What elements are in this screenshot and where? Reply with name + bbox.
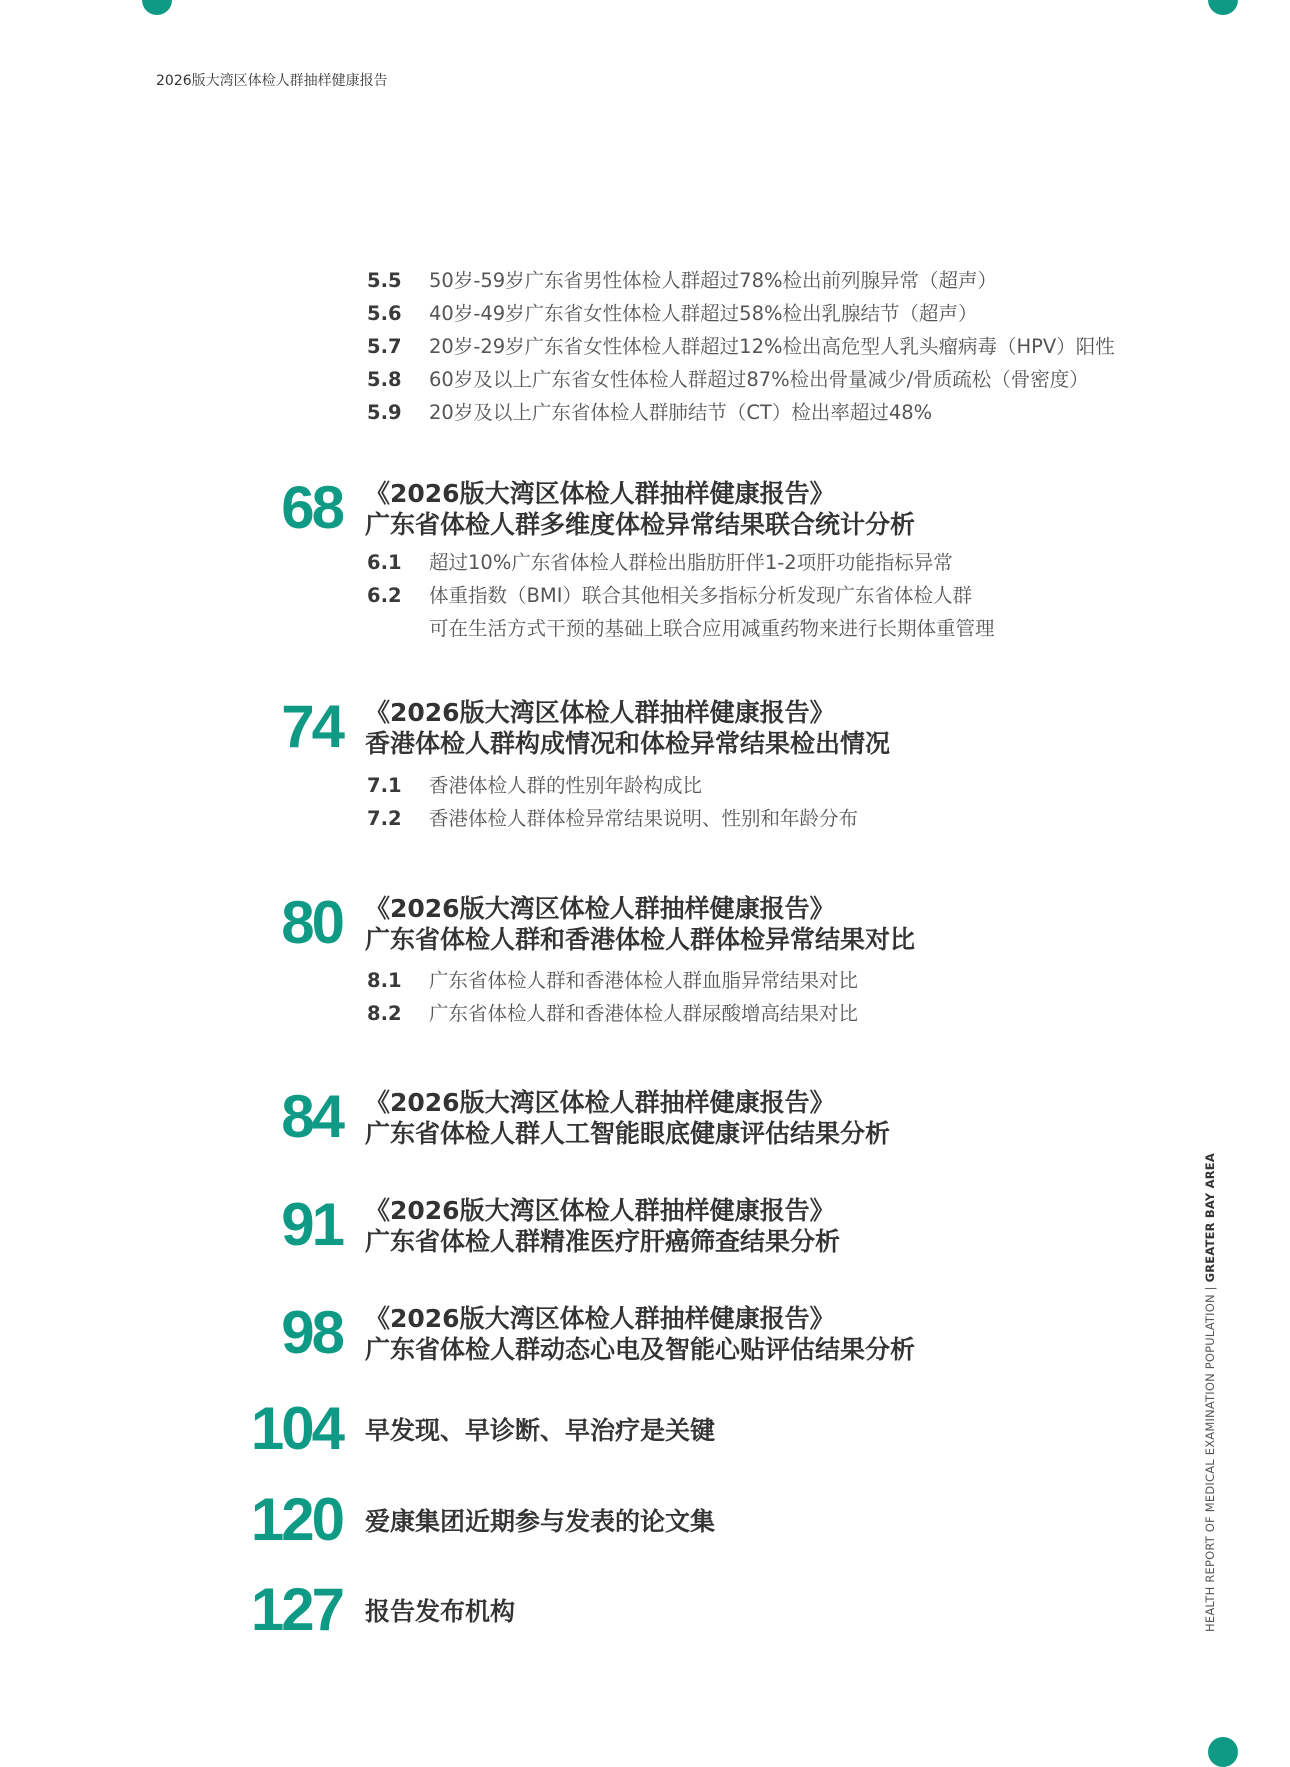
- section-page-number: 74: [281, 693, 342, 760]
- section-title: 《2026版大湾区体检人群抽样健康报告》 广东省体检人群人工智能眼底健康评估结果分析: [365, 1088, 891, 1148]
- section-title: 爱康集团近期参与发表的论文集: [365, 1507, 716, 1536]
- section-title: 《2026版大湾区体检人群抽样健康报告》 广东省体检人群精准医疗肝癌筛查结果分析: [365, 1196, 841, 1256]
- side-report-label: HEALTH REPORT OF MEDICAL EXAMINATION POPULATION | GREATER BAY AREA: [1203, 1153, 1217, 1632]
- section-title: 《2026版大湾区体检人群抽样健康报告》 香港体检人群构成情况和体检异常结果检出情况: [365, 698, 891, 758]
- section-page-number: 98: [281, 1299, 342, 1366]
- corner-dot-bottom-right: [1208, 1737, 1238, 1767]
- corner-dot-top-left: [142, 0, 172, 15]
- section-page-number: 91: [281, 1191, 342, 1258]
- section-title: 《2026版大湾区体检人群抽样健康报告》 广东省体检人群和香港体检人群体检异常结果对比: [365, 894, 916, 954]
- section-page-number: 68: [281, 474, 342, 541]
- section-title: 《2026版大湾区体检人群抽样健康报告》 广东省体检人群多维度体检异常结果联合统计分析: [365, 479, 916, 539]
- section-page-number: 104: [250, 1395, 342, 1462]
- running-header-title: 2026版大湾区体检人群抽样健康报告: [156, 73, 388, 89]
- section-title: 《2026版大湾区体检人群抽样健康报告》 广东省体检人群动态心电及智能心贴评估结果分析: [365, 1304, 916, 1364]
- section-page-number: 120: [250, 1486, 342, 1553]
- section-title: 报告发布机构: [365, 1597, 516, 1626]
- section-page-number: 127: [250, 1576, 342, 1643]
- corner-dot-top-right: [1208, 0, 1238, 15]
- section-title: 早发现、早诊断、早治疗是关键: [365, 1416, 716, 1445]
- section-page-number: 80: [281, 889, 342, 956]
- section-page-number: 84: [281, 1083, 342, 1150]
